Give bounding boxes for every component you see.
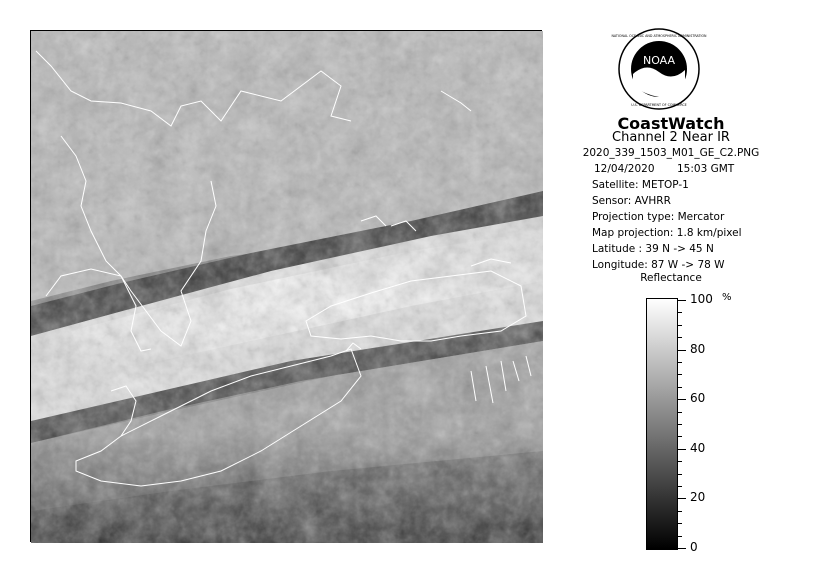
legend-minor-tick [678, 325, 682, 326]
legend-minor-tick [678, 498, 686, 499]
channel-label: Channel 2 Near IR [612, 130, 730, 145]
legend-minor-tick [678, 424, 682, 425]
legend-tick-label: 80 [690, 341, 706, 356]
legend-minor-tick [678, 449, 686, 450]
noaa-logo-icon [611, 28, 707, 110]
satellite-label: Satellite: METOP-1 [592, 179, 689, 191]
legend-minor-tick [678, 362, 682, 363]
legend-minor-tick [678, 536, 682, 537]
legend-minor-tick [678, 461, 682, 462]
legend-minor-tick [678, 300, 686, 301]
logo-text: NOAA [642, 54, 676, 67]
legend-unit: % [722, 292, 732, 303]
legend-tick-label: 60 [690, 391, 706, 406]
legend-minor-tick [678, 523, 682, 524]
legend-tick-label: 100 [690, 292, 713, 306]
legend-minor-tick [678, 511, 682, 512]
legend-minor-tick [678, 412, 682, 413]
legend-minor-tick [678, 474, 682, 475]
legend-minor-tick [678, 387, 682, 388]
date-label: 12/04/2020 [594, 163, 655, 175]
longitude-label: Longitude: 87 W -> 78 W [592, 259, 725, 271]
time-label: 15:03 GMT [677, 163, 735, 175]
latitude-label: Latitude : 39 N -> 45 N [592, 243, 714, 255]
legend-minor-tick [678, 548, 686, 549]
legend-tick-label: 40 [690, 440, 706, 455]
reflectance-colorbar [646, 298, 678, 550]
legend-minor-tick [678, 374, 682, 375]
legend-minor-tick [678, 486, 682, 487]
sensor-label: Sensor: AVHRR [592, 195, 671, 207]
legend-minor-tick [678, 350, 686, 351]
logo-ring-bottom: U.S. DEPARTMENT OF COMMERCE [631, 103, 687, 107]
legend-title: Reflectance [640, 272, 702, 284]
legend-minor-tick [678, 312, 682, 313]
filename-label: 2020_339_1503_M01_GE_C2.PNG [582, 147, 760, 159]
projection-type-label: Projection type: Mercator [592, 211, 725, 223]
satellite-image [30, 30, 542, 542]
logo-ring-top: NATIONAL OCEANIC AND ATMOSPHERIC ADMINISTRATION [611, 34, 707, 38]
map-projection-label: Map projection: 1.8 km/pixel [592, 227, 742, 239]
app-title: CoastWatch [617, 114, 725, 133]
satellite-image-svg [31, 31, 543, 543]
legend-tick-label: 0 [690, 540, 698, 554]
legend-minor-tick [678, 436, 682, 437]
legend-minor-tick [678, 399, 686, 400]
legend-minor-tick [678, 337, 682, 338]
legend-tick-label: 20 [690, 490, 706, 505]
